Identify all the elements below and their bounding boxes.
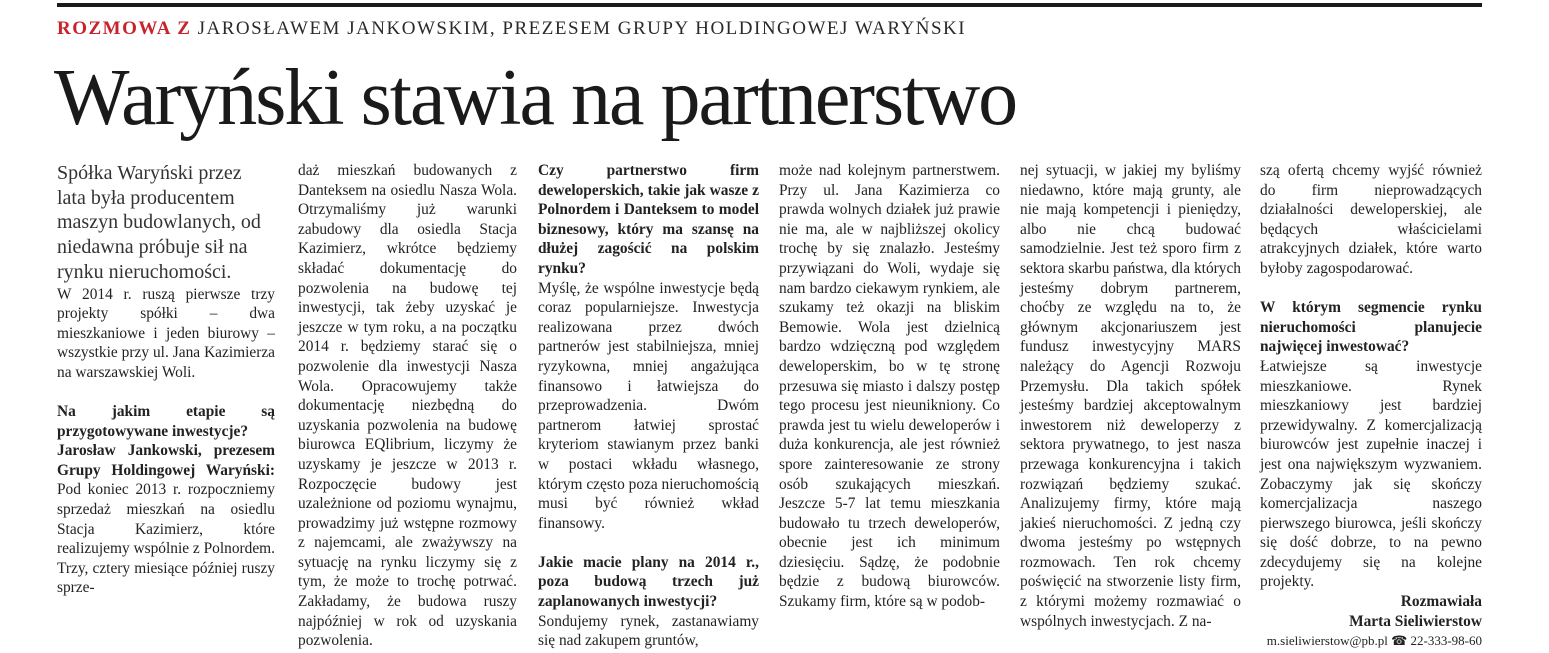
- column-2: [298, 161, 517, 651]
- byline-label: Rozmawiała: [1400, 593, 1482, 611]
- intro-paragraph: W 2014 r. ruszą pierwsze trzy projekty spółki – dwa mieszkaniowe i jeden biurowy – wszystkie przy ul. Jana Kazimierza na warszawskiej Woli.: [57, 285, 275, 381]
- question-3: Jakie macie plany na 2014 r., poza budową trzech już zaplanowanych inwestycji?: [538, 553, 759, 611]
- headline: Waryński stawia na partnerstwo: [54, 54, 1017, 142]
- column-5: [1020, 161, 1241, 631]
- phone-number: ☎ 22-333-98-60: [1391, 633, 1482, 649]
- kicker-rest: JAROSŁAWEM JANKOWSKIM, PREZESEM GRUPY HOLDINGOWEJ WARYŃSKI: [197, 18, 967, 39]
- answer-3-part-2: może nad kolejnym partnerstwem. Przy ul. Jana Kazimierza co prawda wolnych działek już prawie nie ma, ale w najbliższej okolicy trochę by się znalazło. Jesteśmy przywiązani do Woli, wydaje się nam bardzo ciekawym rynkiem, ale szukamy też okazji na bliskim Bemowie. Wola jest dzielnicą bardzo wdzięczną pod względem deweloperskim, bo w tę stronę przesuwa się miasto i dalszy postęp tego procesu jest nieunikniony. Co prawda jest tu wielu deweloperów i duża konkurencja, ale jest również spore zainteresowanie ze strony osób szukających mieszkań. Jeszcze 5-7 lat temu mieszkania budowało tu trzech deweloperów, obecnie jest ich minimum dziesięciu. Sądzę, że podobnie będzie z budową biurowców. Szukamy firm, które są w podob-: [779, 162, 1000, 611]
- byline-contact: [1260, 631, 1482, 651]
- answer-1-continued: daż mieszkań budowanych z Danteksem na osiedlu Nasza Wola. Otrzymaliśmy już warunki zabudowy dla osiedla Stacja Kazimierz, wkrótce będziemy składać dokumentację do pozwolenia na budowę tej inwestycji, tak żeby uzyskać je jeszcze w tym roku, a na początku 2014 r. będziemy starać się o pozwolenie dla inwestycji Nasza Wola. Opracowujemy także dokumentację niezbędną do uzyskania pozwolenia na budowę biurowca EQlibrium, liczymy że uzyskamy je jeszcze w 2013 r. Rozpoczęcie budowy jest uzależnione od poziomu wynajmu, prowadzimy już wstępne rozmowy z najemcami, ale zważywszy na sytuację na rynku liczymy się z tym, że może to trochę potrwać. Zakładamy, że budowa ruszy najpóźniej w rok od uzyskania pozwolenia.: [298, 162, 517, 650]
- column-1: [57, 161, 275, 598]
- byline-name: Marta Sieliwierstow: [1349, 612, 1482, 630]
- answer-3-part-3: nej sytuacji, w jakiej my byliśmy niedawno, które mają grunty, ale nie mają kompetencji i pieniędzy, albo nie chcą budować samodzielnie. Jest też sporo firm z sektora skarbu państwa, dla których jesteśmy dobrym partnerem, choćby ze względu na to, że głównym akcjonariuszem jest fundusz inwestycyjny MARS należący do Agencji Rozwoju Przemysłu. Dla takich spółek jesteśmy bardziej akceptowalnym inwestorem niż deweloperzy z sektora prywatnego, to jest nasza przewaga konkurencyjna i takich rozwiązań będziemy szukać. Analizujemy firmy, które mają jakieś nieruchomości. Z jedną czy dwoma jesteśmy po wstępnych rozmowach. Ten rok chcemy poświęcić na stworzenie listy firm, z którymi możemy rozmawiać o wspólnych inwestycjach. Z na-: [1020, 162, 1241, 630]
- column-3: [538, 161, 759, 651]
- question-4: W którym segmencie rynku nieruchomości planujecie najwięcej inwestować?: [1260, 299, 1482, 356]
- column-6: [1260, 161, 1482, 651]
- answer-3-part-4: szą ofertą chcemy wyjść również do firm nieprowadzących działalności deweloperskiej, ale będących właścicielami atrakcyjnych działek, które warto byłoby zagospodarować.: [1260, 162, 1482, 277]
- top-rule: [57, 3, 1482, 7]
- question-2: Czy partnerstwo firm deweloperskich, takie jak wasze z Polnordem i Danteksem to model biznesowy, który ma szansę na dłużej zagościć na polskim rynku?: [538, 162, 759, 277]
- kicker-lead: ROZMOWA Z: [57, 18, 192, 39]
- question-1: Na jakim etapie są przygotowywane inwestycje?: [57, 403, 275, 440]
- answer-3-start: Sondujemy rynek, zastanawiamy się nad zakupem gruntów,: [538, 612, 759, 650]
- kicker: [57, 18, 966, 40]
- answer-2: Myślę, że wspólne inwestycje będą coraz popularniejsze. Inwestycja realizowana przez dwóch partnerów jest stabilniejsza, mniej ryzykowna, mniej angażująca finansowo i łatwiejsza do przeprowadzenia. Dwóm partnerom łatwiej sprostać kryteriom stawianym przez banki w postaci wkładu własnego, którym często poza nieruchomością musi być również wkład finansowy.: [538, 279, 759, 532]
- email-link[interactable]: m.sieliwierstow@pb.pl: [1266, 633, 1388, 649]
- answer-1-start: Jarosław Jankowski, prezesem Grupy Holdingowej Waryński: Pod koniec 2013 r. rozpoczniemy sprzedaż mieszkań na osiedlu Stacja Kazimierz, które realizujemy wspólnie z Polnordem. Trzy, cztery miesiące później ruszy sprze-: [57, 442, 275, 597]
- column-4: [779, 161, 1000, 612]
- speaker-name: Jarosław Jankowski, prezesem Grupy Holdingowej Waryński:: [57, 442, 275, 479]
- answer-4: Łatwiejsze są inwestycje mieszkaniowe. Rynek mieszkaniowy jest bardziej przewidywalny. Z komercjalizacją biurowców jest zupełnie inaczej i jest ona największym wyzwaniem. Zobaczymy jak się skończy komercjalizacja naszego pierwszego biurowca, jeśli skończy się dość dobrze, to na pewno zdecydujemy się na kolejne projekty.: [1260, 357, 1482, 591]
- lede: Spółka Waryński przez lata była producentem maszyn budowlanych, od niedawna próbuje sił na rynku nieruchomości.: [57, 162, 261, 283]
